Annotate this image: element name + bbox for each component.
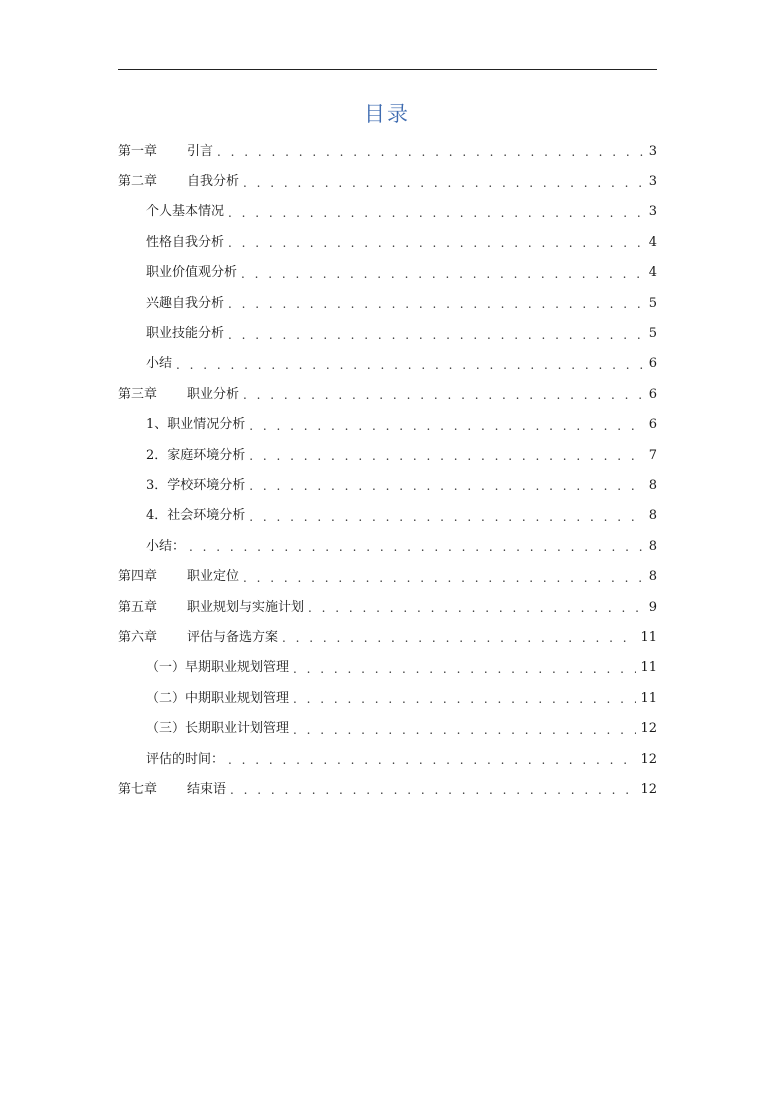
entry-title: 4．社会环境分析 [146,508,246,524]
entry-title: 评估的时间： [146,751,225,767]
toc-entry-section[interactable] [118,653,657,683]
page-number: 3 [648,204,657,220]
toc-entry-chapter-1[interactable] [118,136,657,166]
toc-title: 目录 [364,102,410,126]
entry-title: 职业定位 [187,569,240,585]
page-number: 11 [640,629,657,645]
entry-title: 2．家庭环境分析 [146,447,246,463]
chapter-number: 第二章 [118,174,158,190]
page-number: 3 [648,174,657,190]
dot-leader [249,511,643,523]
dot-leader [228,329,643,341]
entry-title: 结束语 [187,781,227,797]
dot-leader [249,480,643,492]
toc-entry-section[interactable] [118,501,657,531]
entry-title: 引言 [187,143,214,159]
page-number: 7 [648,447,657,463]
entry-title: （二）中期职业规划管理 [146,690,290,706]
toc-entry-section[interactable] [118,197,657,227]
entry-title: 兴趣自我分析 [146,295,225,311]
entry-title: 个人基本情况 [146,204,225,220]
dot-leader [243,389,643,401]
entry-title: （三）长期职业计划管理 [146,721,290,737]
page-number: 8 [648,508,657,524]
entry-title: 职业分析 [187,386,240,402]
dot-leader [230,784,636,796]
toc-entry-chapter-5[interactable] [118,592,657,622]
toc-entry-section[interactable] [118,227,657,257]
page-number: 12 [640,721,657,737]
toc-entry-section[interactable] [118,318,657,348]
toc-entry-section[interactable] [118,713,657,743]
toc-entry-chapter-7[interactable] [118,774,657,804]
entry-title: 小结 [146,356,173,372]
chapter-number: 第四章 [118,569,158,585]
page-number: 12 [640,751,657,767]
chapter-number: 第六章 [118,629,158,645]
entry-title: 职业价值观分析 [146,265,238,281]
page-number: 5 [648,295,657,311]
toc-entry-section[interactable] [118,288,657,318]
chapter-number: 第三章 [118,386,158,402]
dot-leader [293,663,636,675]
toc-entry-chapter-2[interactable] [118,166,657,196]
page-number: 6 [648,417,657,433]
dot-leader [217,146,643,158]
dot-leader [176,359,643,371]
toc-entry-chapter-4[interactable] [118,561,657,591]
toc-entry-section[interactable] [118,470,657,500]
toc-entry-chapter-6[interactable] [118,622,657,652]
page-number: 8 [648,477,657,493]
page-number: 5 [648,326,657,342]
page-number: 4 [648,265,657,281]
dot-leader [189,541,643,553]
dot-leader [243,572,643,584]
page-number: 9 [648,599,657,615]
entry-title: 性格自我分析 [146,234,225,250]
dot-leader [308,602,643,614]
page-number: 8 [648,538,657,554]
dot-leader [228,298,643,310]
chapter-number: 第五章 [118,599,158,615]
page-number: 4 [648,234,657,250]
entry-title: 自我分析 [187,174,240,190]
entry-title: 小结： [146,538,186,554]
dot-leader [249,450,643,462]
entry-title: 职业技能分析 [146,326,225,342]
dot-leader [228,207,643,219]
entry-title: 3．学校环境分析 [146,477,246,493]
toc-entry-section[interactable] [118,349,657,379]
dot-leader [228,237,643,249]
entry-title: 评估与备选方案 [187,629,279,645]
table-of-contents [118,136,657,805]
page-number: 11 [640,690,657,706]
dot-leader [241,268,643,280]
dot-leader [243,177,643,189]
entry-title: 1、职业情况分析 [146,417,246,433]
toc-entry-section[interactable] [118,683,657,713]
dot-leader [228,754,636,766]
dot-leader [249,420,643,432]
toc-entry-chapter-3[interactable] [118,379,657,409]
page-number: 6 [648,386,657,402]
toc-entry-section[interactable] [118,258,657,288]
entry-title: （一）早期职业规划管理 [146,660,290,676]
toc-entry-section[interactable] [118,440,657,470]
page-number: 6 [648,356,657,372]
chapter-number: 第七章 [118,781,158,797]
dot-leader [293,693,636,705]
entry-title: 职业规划与实施计划 [187,599,305,615]
toc-entry-section[interactable] [118,744,657,774]
toc-entry-section[interactable] [118,531,657,561]
page-number: 3 [648,143,657,159]
dot-leader [282,632,636,644]
page-number: 11 [640,660,657,676]
page-number: 12 [640,781,657,797]
chapter-number: 第一章 [118,143,158,159]
toc-entry-section[interactable] [118,410,657,440]
dot-leader [293,724,636,736]
page-number: 8 [648,569,657,585]
header-rule [118,69,657,70]
